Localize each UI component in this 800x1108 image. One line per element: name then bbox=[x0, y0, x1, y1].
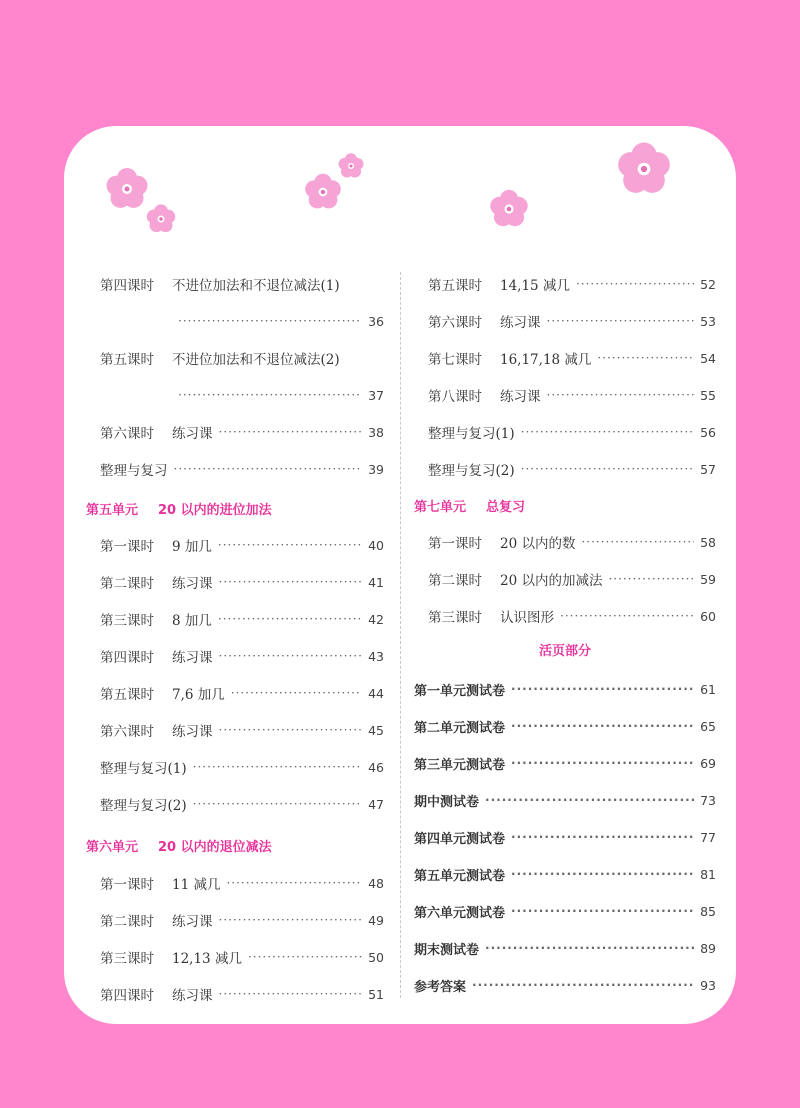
dot-leader bbox=[511, 756, 694, 770]
dot-leader bbox=[218, 538, 362, 552]
flower-icon bbox=[488, 188, 530, 230]
toc-entry-label: 整理与复习(2) bbox=[100, 798, 187, 814]
toc-entry[interactable] bbox=[86, 681, 384, 705]
section-heading: 活页部分 bbox=[538, 644, 591, 659]
dot-leader bbox=[511, 904, 694, 918]
test-entry[interactable] bbox=[414, 677, 716, 701]
dot-leader bbox=[218, 612, 362, 626]
test-entry-page: 81 bbox=[700, 866, 716, 882]
toc-entry-page: 39 bbox=[368, 461, 384, 477]
toc-entry-label: 第五课时 bbox=[100, 352, 154, 368]
test-entry-page: 89 bbox=[700, 940, 716, 956]
dot-leader bbox=[174, 462, 363, 476]
unit-title: 总复习 bbox=[486, 499, 526, 515]
toc-entry-title: 20 以内的加减法 bbox=[500, 573, 603, 589]
toc-entry[interactable] bbox=[414, 383, 716, 407]
dot-leader bbox=[485, 941, 694, 955]
toc-entry-label: 第一课时 bbox=[100, 539, 154, 555]
toc-entry-page: 49 bbox=[368, 912, 384, 928]
toc-entry-title: 20 以内的数 bbox=[500, 536, 576, 552]
test-entry-label: 第一单元测试卷 bbox=[414, 683, 506, 699]
toc-entry-page: 40 bbox=[368, 537, 384, 553]
toc-entry-label: 第二课时 bbox=[100, 576, 154, 592]
toc-entry-label: 整理与复习 bbox=[100, 463, 168, 479]
toc-entry-title: 练习课 bbox=[172, 724, 213, 740]
toc-entry-page: 58 bbox=[700, 534, 716, 550]
toc-entry[interactable] bbox=[86, 945, 384, 969]
toc-entry-title: 7,6 加几 bbox=[172, 687, 225, 703]
toc-entry-page: 44 bbox=[368, 685, 384, 701]
toc-entry-page: 55 bbox=[700, 387, 716, 403]
toc-entry[interactable] bbox=[414, 272, 716, 296]
toc-entry-label: 第七课时 bbox=[428, 352, 482, 368]
toc-entry-title: 练习课 bbox=[172, 914, 213, 930]
dot-leader bbox=[597, 351, 694, 365]
test-entry-page: 85 bbox=[700, 903, 716, 919]
unit-label: 第七单元 bbox=[414, 499, 467, 515]
test-entry[interactable] bbox=[414, 751, 716, 775]
toc-entry-title: 练习课 bbox=[172, 576, 213, 592]
toc-entry-continuation[interactable] bbox=[86, 309, 384, 333]
toc-entry-label: 第四课时 bbox=[100, 988, 154, 1004]
toc-entry[interactable] bbox=[86, 908, 384, 932]
toc-entry-title: 不进位加法和不退位减法(2) bbox=[172, 352, 340, 368]
flower-icon bbox=[104, 166, 150, 212]
toc-entry[interactable] bbox=[86, 570, 384, 594]
toc-entry-label: 第三课时 bbox=[100, 951, 154, 967]
dot-leader bbox=[511, 682, 694, 696]
flower-icon bbox=[145, 203, 177, 235]
dot-leader bbox=[219, 425, 363, 439]
unit-heading[interactable] bbox=[414, 493, 525, 517]
unit-heading[interactable] bbox=[86, 496, 272, 520]
test-entry-label: 期末测试卷 bbox=[414, 942, 480, 958]
toc-entry-title: 认识图形 bbox=[500, 610, 554, 626]
dot-leader bbox=[226, 876, 362, 890]
toc-entry-label: 整理与复习(2) bbox=[428, 463, 515, 479]
toc-entry-title: 9 加几 bbox=[172, 539, 212, 555]
dot-leader bbox=[248, 950, 362, 964]
toc-entry[interactable] bbox=[86, 982, 384, 1006]
dot-leader bbox=[219, 723, 363, 737]
toc-entry-label: 第八课时 bbox=[428, 389, 482, 405]
toc-entry-page: 57 bbox=[700, 461, 716, 477]
toc-entry-title: 练习课 bbox=[500, 389, 541, 405]
toc-entry-label: 第二课时 bbox=[100, 914, 154, 930]
toc-entry-title: 练习课 bbox=[500, 315, 541, 331]
unit-label: 第五单元 bbox=[86, 502, 139, 518]
toc-entry-page: 56 bbox=[700, 424, 716, 440]
toc-entry-title: 不进位加法和不退位减法(1) bbox=[172, 278, 340, 294]
column-divider bbox=[400, 272, 401, 998]
toc-entry[interactable] bbox=[414, 567, 716, 591]
toc-entry-title: 12,13 减几 bbox=[172, 951, 242, 967]
test-entry[interactable] bbox=[414, 973, 716, 997]
unit-title: 20 以内的退位减法 bbox=[158, 839, 272, 855]
dot-leader bbox=[560, 609, 694, 623]
test-entry[interactable] bbox=[414, 714, 716, 738]
toc-entry-label: 第六课时 bbox=[100, 724, 154, 740]
dot-leader bbox=[193, 760, 362, 774]
toc-entry-page: 42 bbox=[368, 611, 384, 627]
test-entry[interactable] bbox=[414, 788, 716, 812]
dot-leader bbox=[178, 314, 362, 328]
dot-leader bbox=[219, 913, 363, 927]
toc-entry-page: 54 bbox=[700, 350, 716, 366]
dot-leader bbox=[193, 797, 362, 811]
dot-leader bbox=[521, 462, 694, 476]
dot-leader bbox=[219, 649, 363, 663]
toc-entry-page: 38 bbox=[368, 424, 384, 440]
dot-leader bbox=[472, 978, 694, 992]
toc-entry-label: 第三课时 bbox=[428, 610, 482, 626]
toc-entry-title: 11 减几 bbox=[172, 877, 221, 893]
toc-entry-label: 第一课时 bbox=[428, 536, 482, 552]
test-entry[interactable] bbox=[414, 936, 716, 960]
toc-entry-page: 52 bbox=[700, 276, 716, 292]
toc-entry-title: 8 加几 bbox=[172, 613, 212, 629]
toc-entry-title: 练习课 bbox=[172, 988, 213, 1004]
test-entry-label: 第五单元测试卷 bbox=[414, 868, 506, 884]
test-entry[interactable] bbox=[414, 825, 716, 849]
toc-entry[interactable] bbox=[414, 420, 716, 444]
toc-entry-title: 16,17,18 减几 bbox=[500, 352, 592, 368]
test-entry-label: 第六单元测试卷 bbox=[414, 905, 506, 921]
toc-entry-label: 第三课时 bbox=[100, 613, 154, 629]
toc-entry-page: 46 bbox=[368, 759, 384, 775]
toc-entry[interactable] bbox=[86, 755, 384, 779]
toc-entry-page: 48 bbox=[368, 875, 384, 891]
dot-leader bbox=[521, 425, 694, 439]
toc-entry[interactable] bbox=[86, 718, 384, 742]
toc-entry-page: 36 bbox=[368, 313, 384, 329]
toc-entry-continuation[interactable] bbox=[86, 383, 384, 407]
dot-leader bbox=[219, 987, 363, 1001]
toc-entry[interactable] bbox=[86, 644, 384, 668]
toc-entry[interactable] bbox=[414, 530, 716, 554]
toc-entry-label: 第六课时 bbox=[100, 426, 154, 442]
toc-entry-title: 14,15 减几 bbox=[500, 278, 570, 294]
dot-leader bbox=[219, 575, 363, 589]
toc-entry-title: 练习课 bbox=[172, 650, 213, 666]
toc-entry-label: 第六课时 bbox=[428, 315, 482, 331]
dot-leader bbox=[485, 793, 694, 807]
dot-leader bbox=[576, 277, 694, 291]
toc-entry-label: 第四课时 bbox=[100, 650, 154, 666]
toc-entry[interactable] bbox=[414, 604, 716, 628]
unit-title: 20 以内的进位加法 bbox=[158, 502, 272, 518]
toc-entry[interactable] bbox=[414, 457, 716, 481]
toc-entry[interactable] bbox=[414, 309, 716, 333]
flower-icon bbox=[337, 152, 365, 180]
test-entry[interactable] bbox=[414, 862, 716, 886]
toc-entry-page: 41 bbox=[368, 574, 384, 590]
toc-entry-label: 第五课时 bbox=[100, 687, 154, 703]
toc-entry-page: 53 bbox=[700, 313, 716, 329]
toc-entry[interactable] bbox=[86, 533, 384, 557]
test-entry-label: 第四单元测试卷 bbox=[414, 831, 506, 847]
dot-leader bbox=[231, 686, 362, 700]
dot-leader bbox=[178, 388, 362, 402]
toc-entry-page: 45 bbox=[368, 722, 384, 738]
toc-entry-label: 第二课时 bbox=[428, 573, 482, 589]
toc-entry-label: 第一课时 bbox=[100, 877, 154, 893]
toc-entry[interactable] bbox=[86, 272, 384, 296]
toc-entry[interactable] bbox=[86, 457, 384, 481]
toc-entry-page: 47 bbox=[368, 796, 384, 812]
test-entry-page: 73 bbox=[700, 792, 716, 808]
test-entry-label: 第二单元测试卷 bbox=[414, 720, 506, 736]
test-entry-page: 93 bbox=[700, 977, 716, 993]
toc-entry-page: 60 bbox=[700, 608, 716, 624]
unit-label: 第六单元 bbox=[86, 839, 139, 855]
test-entry-page: 69 bbox=[700, 755, 716, 771]
toc-entry-page: 51 bbox=[368, 986, 384, 1002]
test-entry-page: 65 bbox=[700, 718, 716, 734]
test-entry[interactable] bbox=[414, 899, 716, 923]
test-entry-page: 77 bbox=[700, 829, 716, 845]
toc-entry[interactable] bbox=[86, 792, 384, 816]
toc-entry[interactable] bbox=[414, 346, 716, 370]
dot-leader bbox=[547, 388, 695, 402]
dot-leader bbox=[547, 314, 695, 328]
test-entry-label: 期中测试卷 bbox=[414, 794, 480, 810]
toc-entry[interactable] bbox=[86, 346, 384, 370]
toc-entry[interactable] bbox=[86, 420, 384, 444]
toc-entry-title: 练习课 bbox=[172, 426, 213, 442]
toc-entry-page: 43 bbox=[368, 648, 384, 664]
toc-entry-page: 50 bbox=[368, 949, 384, 965]
dot-leader bbox=[511, 830, 694, 844]
unit-heading[interactable] bbox=[86, 833, 272, 857]
toc-entry-page: 59 bbox=[700, 571, 716, 587]
test-entry-label: 参考答案 bbox=[414, 979, 467, 995]
toc-entry[interactable] bbox=[86, 607, 384, 631]
flower-icon bbox=[615, 140, 673, 198]
toc-entry-page: 37 bbox=[368, 387, 384, 403]
toc-entry[interactable] bbox=[86, 871, 384, 895]
toc-entry-label: 第五课时 bbox=[428, 278, 482, 294]
toc-entry-label: 第四课时 bbox=[100, 278, 154, 294]
test-entry-page: 61 bbox=[700, 681, 716, 697]
toc-entry-label: 整理与复习(1) bbox=[100, 761, 187, 777]
dot-leader bbox=[608, 572, 694, 586]
dot-leader bbox=[511, 867, 694, 881]
dot-leader bbox=[581, 535, 694, 549]
toc-entry-label: 整理与复习(1) bbox=[428, 426, 515, 442]
test-entry-label: 第三单元测试卷 bbox=[414, 757, 506, 773]
dot-leader bbox=[511, 719, 694, 733]
